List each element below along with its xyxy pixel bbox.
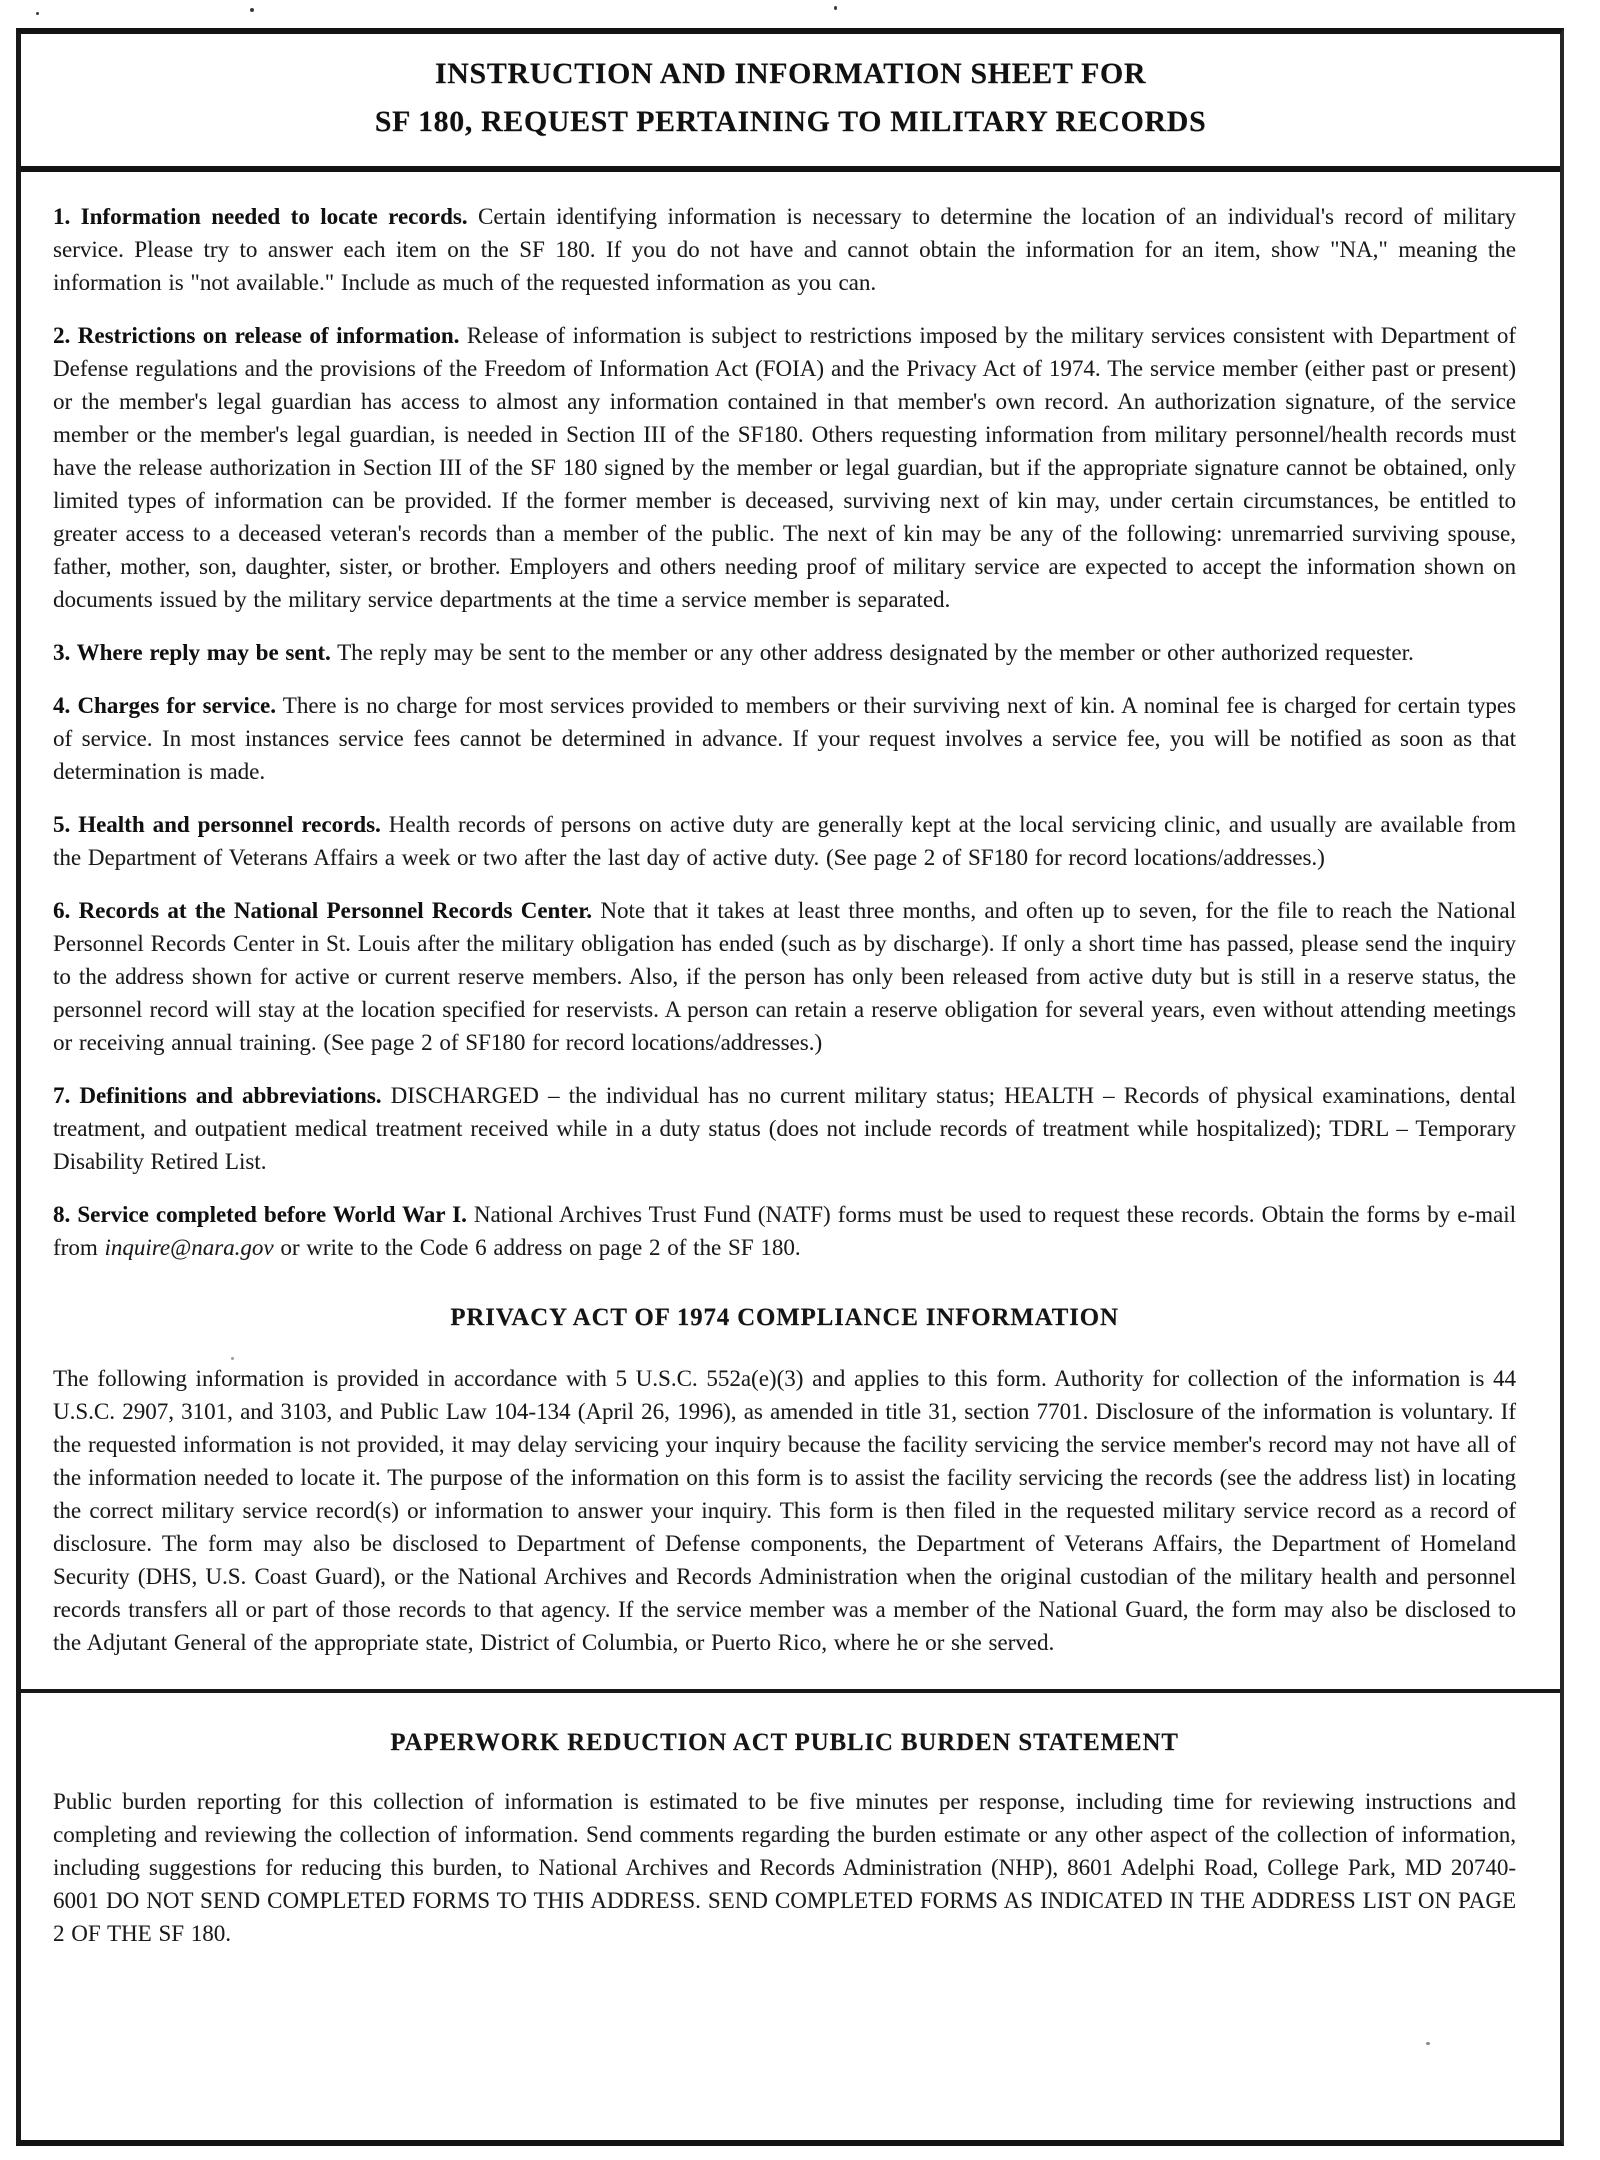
scan-artifact <box>36 12 39 15</box>
paragraph-2-text: Release of information is subject to restrictions imposed by the military services consistent with Department of Defense regulations and the provisions of the Freedom of Information Act (FOIA) and the Privacy Act of 1974. The service member (either past or present) or the member's legal guardian has access to almost any information contained in that member's own record. An authorization signature, of the service member or the member's legal guardian, is needed in Section III of the SF180. Others requesting information from military personnel/health records must have the release authorization in Section III of the SF 180 signed by the member or legal guardian, but if the appropriate signature cannot be obtained, only limited types of information can be provided. If the former member is deceased, surviving next of kin may, under certain circumstances, be entitled to greater access to a deceased veteran's records than a member of the public. The next of kin may be any of the following: unremarried surviving spouse, father, mother, son, daughter, sister, or brother. Employers and others needing proof of military service are expected to accept the information shown on documents issued by the military service departments at the time a service member is separated. <box>53 323 1516 612</box>
paragraph-2-lead: 2. Restrictions on release of information. <box>53 323 460 348</box>
instruction-sheet-page <box>16 28 1564 2146</box>
document-body <box>21 172 1560 1659</box>
paragraph-charges-service <box>53 689 1516 788</box>
paragraph-service-before-wwi <box>53 1198 1516 1264</box>
title-line-1: INSTRUCTION AND INFORMATION SHEET FOR <box>434 57 1147 90</box>
paragraph-restrictions-release <box>53 319 1516 616</box>
paperwork-heading: PAPERWORK REDUCTION ACT PUBLIC BURDEN STATEMENT <box>390 1729 1179 1756</box>
section-divider-line <box>21 1689 1560 1693</box>
paragraph-8-text-after: or write to the Code 6 address on page 2 of the SF 180. <box>273 1235 801 1260</box>
paperwork-section <box>21 1729 1560 1950</box>
paragraph-8-text: National Archives Trust Fund (NATF) forms must be used to request these records. Obtain the forms by e-mail from <box>53 1202 1516 1260</box>
scan-artifact <box>231 1357 234 1360</box>
paragraph-7-lead: 7. Definitions and abbreviations. <box>53 1083 382 1108</box>
paragraph-1-lead: 1. Information needed to locate records. <box>53 204 468 229</box>
paragraph-5-text: Health records of persons on active duty are generally kept at the local servicing clinic, and usually are available from the Department of Veterans Affairs a week or two after the last day of active duty. (See page 2 of SF180 for record locations/addresses.) <box>53 812 1516 870</box>
paragraph-6-lead: 6. Records at the National Personnel Records Center. <box>53 898 593 923</box>
paragraph-information-needed <box>53 200 1516 299</box>
paragraph-3-text: The reply may be sent to the member or any other address designated by the member or other authorized requester. <box>330 640 1414 665</box>
paragraph-where-reply-sent <box>53 636 1516 669</box>
scan-artifact <box>834 6 837 10</box>
paragraph-definitions-abbreviations <box>53 1079 1516 1178</box>
paragraph-7-text: DISCHARGED – the individual has no current military status; HEALTH – Records of physical examinations, dental treatment, and outpatient medical treatment received while in a duty status (does not include records of treatment while hospitalized); TDRL – Temporary Disability Retired List. <box>53 1083 1516 1174</box>
paragraph-3-lead: 3. Where reply may be sent. <box>53 640 331 665</box>
privacy-act-text: The following information is provided in accordance with 5 U.S.C. 552a(e)(3) and applies to this form. Authority for collection of the information is 44 U.S.C. 2907, 3101, and 3103, and Public Law 104-134 (April 26, 1996), as amended in title 31, section 7701. Disclosure of the information is voluntary. If the requested information is not provided, it may delay servicing your inquiry because the facility servicing the service member's record may not have all of the information needed to locate it. The purpose of the information on this form is to assist the facility servicing the records (see the address list) in locating the correct military service record(s) or information to answer your inquiry. This form is then filed in the requested military service record as a record of disclosure. The form may also be disclosed to Department of Defense components, the Department of Veterans Affairs, the Department of Homeland Security (DHS, U.S. Coast Guard), or the National Archives and Records Administration when the original custodian of the military health and personnel records transfers all or part of those records to that agency. If the service member was a member of the National Guard, the form may also be disclosed to the Adjutant General of the appropriate state, District of Columbia, or Puerto Rico, where he or she served. <box>53 1366 1516 1655</box>
paragraph-5-lead: 5. Health and personnel records. <box>53 812 381 837</box>
email-address: inquire@nara.gov <box>104 1235 274 1260</box>
paragraph-6-text: Note that it takes at least three months, and often up to seven, for the file to reach the National Personnel Records Center in St. Louis after the military obligation has ended (such as by discharge). If only a short time has passed, please send the inquiry to the address shown for active or current reserve members. Also, if the person has only been released from active duty but is still in a reserve status, the personnel record will stay at the location specified for reservists. A person can retain a reserve obligation for several years, even without attending meetings or receiving annual training. (See page 2 of SF180 for record locations/addresses.) <box>53 898 1516 1055</box>
paragraph-1-text: Certain identifying information is necessary to determine the location of an individual's record of military service. Please try to answer each item on the SF 180. If you do not have and cannot obtain the information for an item, show "NA," meaning the information is "not available." Include as much of the requested information as you can. <box>53 204 1516 295</box>
scan-artifact <box>250 8 254 12</box>
paragraph-4-lead: 4. Charges for service. <box>53 693 276 718</box>
paragraph-8-lead: 8. Service completed before World War I. <box>53 1202 467 1227</box>
document-title-box <box>21 34 1560 172</box>
paragraph-4-text: There is no charge for most services provided to members or their surviving next of kin. A nominal fee is charged for certain types of service. In most instances service fees cannot be determined in advance. If your request involves a service fee, you will be notified as soon as that determination is made. <box>53 693 1517 784</box>
title-line-2: SF 180, REQUEST PERTAINING TO MILITARY RECORDS <box>374 105 1207 138</box>
paragraph-records-nprc <box>53 894 1516 1059</box>
paperwork-text: Public burden reporting for this collection of information is estimated to be five minutes per response, including time for reviewing instructions and completing and reviewing the collection of information. Send comments regarding the burden estimate or any other aspect of the collection of information, including suggestions for reducing this burden, to National Archives and Records Administration (NHP), 8601 Adelphi Road, College Park, MD 20740-6001 DO NOT SEND COMPLETED FORMS TO THIS ADDRESS. SEND COMPLETED FORMS AS INDICATED IN THE ADDRESS LIST ON PAGE 2 OF THE SF 180. <box>53 1789 1516 1946</box>
paragraph-health-personnel-records <box>53 808 1516 874</box>
scan-artifact <box>1426 2042 1430 2045</box>
privacy-act-heading: PRIVACY ACT OF 1974 COMPLIANCE INFORMATION <box>450 1304 1119 1331</box>
